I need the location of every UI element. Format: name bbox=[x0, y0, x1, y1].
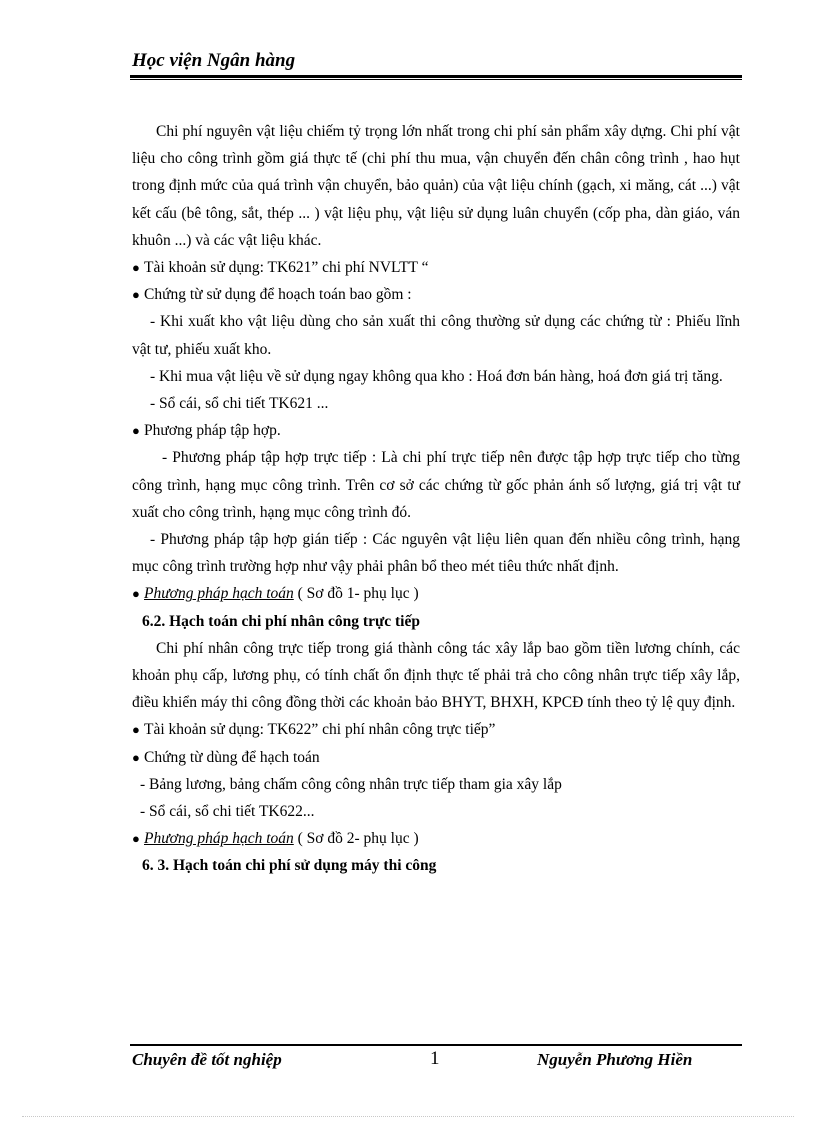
bullet-item bbox=[132, 254, 740, 281]
bullet-icon: ● bbox=[132, 722, 140, 738]
page-header-title: Học viện Ngân hàng bbox=[132, 50, 296, 71]
dash-item: - Khi xuất kho vật liệu dùng cho sản xuất thi công thường sử dụng các chứng từ : Phiếu lĩnh vật tư, phiếu xuất kho. bbox=[132, 313, 740, 358]
bullet-text: Phương pháp tập hợp. bbox=[144, 422, 281, 440]
page-edge bbox=[22, 1116, 794, 1117]
bullet-text: ( Sơ đồ 2- phụ lục ) bbox=[293, 830, 419, 848]
section-heading: 6. 3. Hạch toán chi phí sử dụng máy thi công bbox=[142, 857, 437, 875]
bullet-text: Tài khoản sử dụng: TK622” chi phí nhân công trực tiếp” bbox=[144, 721, 496, 739]
paragraph: Chi phí nhân công trực tiếp trong giá thành công tác xây lắp bao gồm tiền lương chính, các khoản phụ cấp, lương phụ, có tính chất ổn định thực tế phải trả cho công nhân trực tiếp xây lắp, điều khiển máy thi công đồng thời các khoản bảo BHYT, BHXH, KPCĐ tính theo tỷ lệ quy định. bbox=[132, 639, 740, 712]
footer-rule bbox=[130, 1044, 742, 1046]
dash-item: - Phương pháp tập hợp trực tiếp : Là chi phí trực tiếp nên được tập hợp trực tiếp cho từng công trình, hạng mục công trình. Trên cơ sở các chứng từ gốc phản ánh số lượng, giá trị vật tư xuất cho công trình, hạng mục công trình đó. bbox=[132, 449, 740, 521]
bullet-text: Chứng từ dùng để hạch toán bbox=[144, 748, 320, 766]
footer-author: Nguyễn Phương Hiền bbox=[537, 1050, 693, 1069]
bullet-item bbox=[132, 716, 740, 743]
bullet-item bbox=[132, 744, 740, 771]
dash-item: - Bảng lương, bảng chấm công công nhân trực tiếp tham gia xây lắp bbox=[140, 775, 562, 793]
bullet-icon: ● bbox=[132, 423, 140, 439]
bullet-icon: ● bbox=[132, 586, 140, 602]
bullet-icon: ● bbox=[132, 831, 140, 847]
bullet-item bbox=[132, 825, 740, 852]
bullet-text: Chứng từ sử dụng để hoạch toán bao gồm : bbox=[144, 286, 412, 304]
bullet-item bbox=[132, 580, 740, 607]
bullet-icon: ● bbox=[132, 260, 140, 276]
document-body bbox=[132, 118, 740, 880]
dash-item: - Phương pháp tập hợp gián tiếp : Các nguyên vật liệu liên quan đến nhiều công trình, hạng mục công trình trường hợp như vậy phải phân bổ theo mét tiêu thức nhất định. bbox=[132, 531, 740, 576]
dash-item: - Sổ cái, sổ chi tiết TK621 ... bbox=[150, 395, 329, 413]
method-link[interactable]: Phương pháp hạch toán bbox=[144, 830, 294, 848]
page-number: 1 bbox=[430, 1048, 440, 1069]
bullet-text: ( Sơ đồ 1- phụ lục ) bbox=[293, 585, 419, 603]
bullet-text: Tài khoản sử dụng: TK621” chi phí NVLTT “ bbox=[144, 259, 429, 277]
paragraph: Chi phí nguyên vật liệu chiếm tỷ trọng lớn nhất trong chi phí sản phẩm xây dựng. Chi phí vật liệu cho công trình gồm giá thực tế (chi phí thu mua, vận chuyển đến chân công trình , hao hụt trong định mức của quá trình vận chuyển, bảo quản) của vật liệu chính (gạch, xi măng, cát ...) vật kết cấu (bê tông, sắt, thép ... ) vật liệu phụ, vật liệu sử dụng luân chuyển (cốp pha, dàn giáo, ván khuôn ...) và các vật liệu khác. bbox=[132, 123, 740, 249]
dash-item: - Khi mua vật liệu về sử dụng ngay không qua kho : Hoá đơn bán hàng, hoá đơn giá trị tăng. bbox=[150, 367, 723, 385]
bullet-icon: ● bbox=[132, 749, 140, 765]
bullet-item bbox=[132, 417, 740, 444]
method-link[interactable]: Phương pháp hạch toán bbox=[144, 585, 294, 603]
dash-item: - Sổ cái, sổ chi tiết TK622... bbox=[140, 803, 315, 821]
section-heading: 6.2. Hạch toán chi phí nhân công trực tiếp bbox=[142, 612, 420, 630]
header-rule bbox=[130, 75, 742, 80]
footer-document-type: Chuyên đề tốt nghiệp bbox=[132, 1050, 282, 1069]
bullet-icon: ● bbox=[132, 287, 140, 303]
bullet-item bbox=[132, 281, 740, 308]
